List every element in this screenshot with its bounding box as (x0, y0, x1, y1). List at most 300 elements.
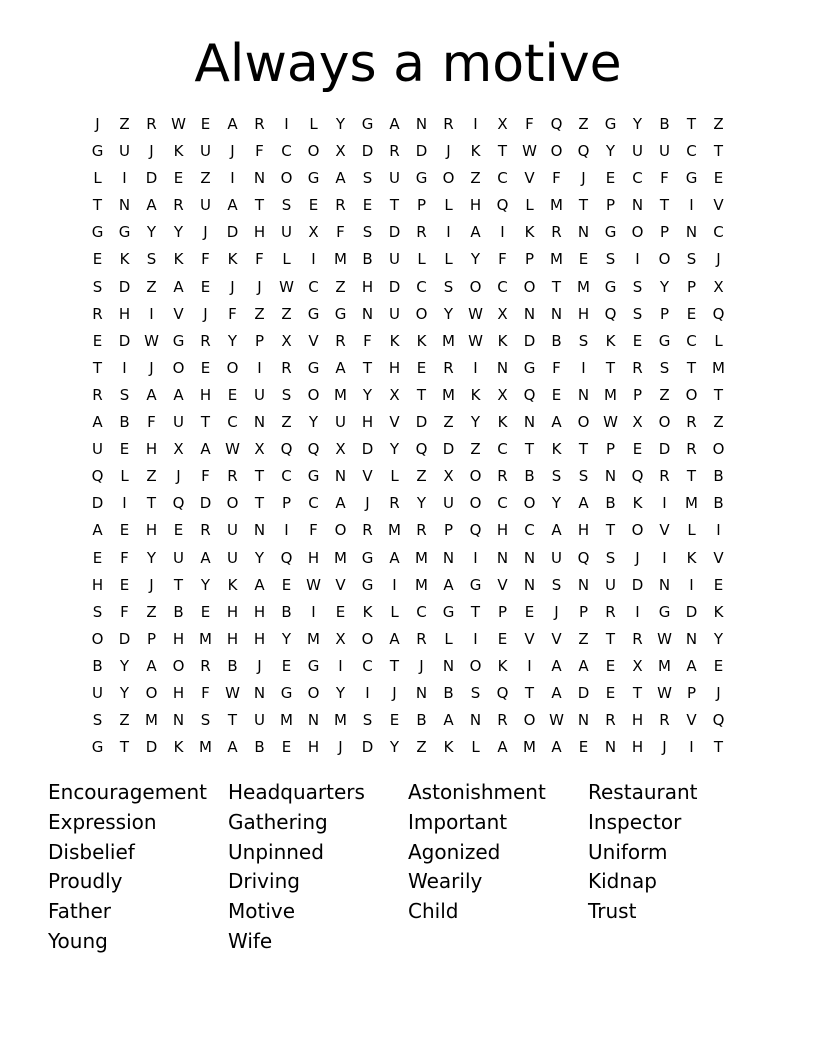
grid-letter[interactable]: V (551, 629, 562, 648)
grid-letter[interactable]: I (230, 169, 235, 188)
grid-letter[interactable]: S (659, 358, 670, 377)
grid-letter[interactable]: H (388, 358, 401, 377)
grid-letter[interactable]: C (308, 277, 319, 296)
grid-letter[interactable]: G (442, 602, 455, 621)
grid-letter[interactable]: F (498, 250, 507, 269)
grid-letter[interactable]: Y (335, 683, 346, 702)
grid-letter[interactable]: I (473, 629, 478, 648)
grid-letter[interactable]: E (605, 656, 616, 675)
grid-letter[interactable]: Y (551, 494, 562, 513)
grid-letter[interactable]: C (713, 223, 724, 242)
grid-letter[interactable]: D (631, 575, 644, 594)
grid-letter[interactable]: M (685, 494, 698, 513)
grid-letter[interactable]: G (604, 277, 617, 296)
grid-letter[interactable]: R (443, 115, 454, 133)
grid-letter[interactable]: E (173, 521, 184, 540)
grid-letter[interactable]: W (144, 331, 159, 350)
grid-letter[interactable]: B (281, 602, 292, 621)
grid-letter[interactable]: I (689, 738, 694, 757)
grid-letter[interactable]: P (686, 277, 697, 296)
grid-letter[interactable]: S (470, 683, 481, 702)
grid-letter[interactable]: F (525, 115, 534, 133)
grid-letter[interactable]: O (469, 494, 482, 513)
grid-letter[interactable]: E (227, 385, 238, 404)
grid-letter[interactable]: D (118, 331, 131, 350)
grid-letter[interactable]: E (713, 656, 724, 675)
grid-letter[interactable]: E (200, 115, 211, 133)
grid-letter[interactable]: T (632, 683, 643, 702)
grid-letter[interactable]: V (389, 413, 400, 432)
grid-letter[interactable]: A (146, 656, 157, 675)
grid-letter[interactable]: A (200, 440, 211, 459)
grid-letter[interactable]: A (551, 413, 562, 432)
grid-letter[interactable]: T (605, 358, 616, 377)
grid-letter[interactable]: T (551, 277, 562, 296)
grid-letter[interactable]: I (257, 358, 262, 377)
grid-letter[interactable]: J (662, 738, 667, 757)
grid-letter[interactable]: N (523, 575, 536, 594)
grid-letter[interactable]: I (365, 683, 370, 702)
grid-letter[interactable]: H (199, 385, 212, 404)
grid-letter[interactable]: T (470, 602, 481, 621)
grid-letter[interactable]: X (497, 115, 508, 133)
grid-letter[interactable]: N (253, 169, 266, 188)
grid-letter[interactable]: V (524, 169, 535, 188)
grid-letter[interactable]: N (415, 115, 428, 133)
grid-letter[interactable]: I (122, 494, 127, 513)
grid-letter[interactable]: F (363, 331, 372, 350)
grid-letter[interactable]: Y (335, 115, 346, 133)
grid-letter[interactable]: T (686, 358, 697, 377)
grid-letter[interactable]: Z (416, 738, 427, 757)
grid-letter[interactable]: O (334, 521, 347, 540)
grid-letter[interactable]: I (635, 250, 640, 269)
grid-letter[interactable]: C (497, 277, 508, 296)
grid-letter[interactable]: G (415, 169, 428, 188)
grid-letter[interactable]: U (389, 169, 400, 188)
grid-letter[interactable]: K (686, 548, 697, 567)
grid-letter[interactable]: A (578, 656, 589, 675)
grid-letter[interactable]: I (689, 575, 694, 594)
grid-letter[interactable]: G (307, 169, 320, 188)
grid-letter[interactable]: M (307, 629, 320, 648)
grid-letter[interactable]: E (335, 602, 346, 621)
grid-letter[interactable]: W (279, 277, 294, 296)
grid-letter[interactable]: E (389, 711, 400, 730)
grid-letter[interactable]: B (551, 331, 562, 350)
grid-letter[interactable]: N (550, 304, 563, 323)
grid-letter[interactable]: J (149, 575, 154, 594)
grid-letter[interactable]: B (92, 656, 103, 675)
grid-letter[interactable]: G (658, 602, 671, 621)
grid-letter[interactable]: H (631, 711, 644, 730)
grid-letter[interactable]: R (605, 711, 616, 730)
grid-letter[interactable]: G (91, 223, 104, 242)
grid-letter[interactable]: I (284, 115, 289, 133)
grid-letter[interactable]: O (307, 683, 320, 702)
grid-letter[interactable]: N (496, 548, 509, 567)
grid-letter[interactable]: N (658, 575, 671, 594)
grid-letter[interactable]: U (254, 385, 265, 404)
grid-letter[interactable]: S (281, 196, 292, 215)
grid-letter[interactable]: R (416, 629, 427, 648)
grid-letter[interactable]: S (92, 602, 103, 621)
grid-letter[interactable]: O (172, 656, 185, 675)
grid-letter[interactable]: D (415, 413, 428, 432)
grid-letter[interactable]: X (335, 142, 346, 161)
grid-letter[interactable]: E (92, 331, 103, 350)
grid-letter[interactable]: O (577, 413, 590, 432)
grid-letter[interactable]: K (119, 250, 130, 269)
grid-letter[interactable]: Y (281, 629, 292, 648)
grid-letter[interactable]: J (635, 548, 640, 567)
grid-letter[interactable]: C (686, 331, 697, 350)
grid-letter[interactable]: R (632, 629, 643, 648)
grid-letter[interactable]: Z (119, 115, 130, 133)
grid-letter[interactable]: B (713, 467, 724, 486)
grid-letter[interactable]: H (226, 629, 239, 648)
grid-letter[interactable]: U (200, 196, 211, 215)
grid-letter[interactable]: W (468, 304, 483, 323)
grid-letter[interactable]: I (446, 223, 451, 242)
grid-letter[interactable]: X (632, 413, 643, 432)
grid-letter[interactable]: K (713, 602, 724, 621)
grid-letter[interactable]: P (524, 250, 535, 269)
grid-letter[interactable]: K (551, 440, 562, 459)
grid-letter[interactable]: I (527, 656, 532, 675)
grid-letter[interactable]: L (714, 331, 723, 350)
grid-letter[interactable]: Y (227, 331, 238, 350)
grid-letter[interactable]: N (577, 385, 590, 404)
grid-letter[interactable]: X (497, 304, 508, 323)
grid-letter[interactable]: N (523, 304, 536, 323)
grid-letter[interactable]: B (416, 711, 427, 730)
grid-letter[interactable]: K (173, 142, 184, 161)
grid-letter[interactable]: S (632, 277, 643, 296)
grid-letter[interactable]: D (361, 142, 374, 161)
grid-letter[interactable]: Y (200, 575, 211, 594)
grid-letter[interactable]: K (524, 223, 535, 242)
grid-letter[interactable]: H (118, 304, 131, 323)
grid-letter[interactable]: Z (146, 602, 157, 621)
grid-letter[interactable]: N (631, 196, 644, 215)
grid-letter[interactable]: T (605, 521, 616, 540)
grid-letter[interactable]: O (631, 223, 644, 242)
grid-letter[interactable]: M (334, 548, 347, 567)
grid-letter[interactable]: N (523, 548, 536, 567)
grid-letter[interactable]: T (173, 575, 184, 594)
grid-letter[interactable]: I (635, 602, 640, 621)
grid-letter[interactable]: Z (659, 385, 670, 404)
grid-letter[interactable]: E (119, 521, 130, 540)
grid-letter[interactable]: Y (389, 738, 400, 757)
grid-letter[interactable]: D (415, 142, 428, 161)
grid-letter[interactable]: K (416, 331, 427, 350)
grid-letter[interactable]: N (577, 711, 590, 730)
grid-letter[interactable]: U (200, 142, 211, 161)
grid-letter[interactable]: E (200, 602, 211, 621)
grid-letter[interactable]: V (362, 467, 373, 486)
grid-letter[interactable]: R (200, 521, 211, 540)
grid-letter[interactable]: S (119, 385, 130, 404)
grid-letter[interactable]: E (524, 602, 535, 621)
grid-letter[interactable]: A (686, 656, 697, 675)
grid-letter[interactable]: E (119, 440, 130, 459)
grid-letter[interactable]: S (605, 548, 616, 567)
grid-letter[interactable]: C (362, 656, 373, 675)
grid-letter[interactable]: C (686, 142, 697, 161)
grid-letter[interactable]: U (443, 494, 454, 513)
grid-letter[interactable]: L (120, 467, 129, 486)
grid-letter[interactable]: D (91, 494, 104, 513)
grid-letter[interactable]: E (605, 683, 616, 702)
grid-letter[interactable]: P (659, 223, 670, 242)
grid-letter[interactable]: Q (91, 467, 104, 486)
grid-letter[interactable]: R (281, 358, 292, 377)
grid-letter[interactable]: L (282, 250, 291, 269)
grid-letter[interactable]: B (713, 494, 724, 513)
grid-letter[interactable]: T (92, 358, 103, 377)
grid-letter[interactable]: O (685, 385, 698, 404)
grid-letter[interactable]: X (254, 440, 265, 459)
grid-letter[interactable]: Y (362, 385, 373, 404)
grid-letter[interactable]: E (200, 277, 211, 296)
grid-letter[interactable]: M (550, 196, 563, 215)
grid-letter[interactable]: H (145, 521, 158, 540)
grid-letter[interactable]: G (523, 358, 536, 377)
grid-letter[interactable]: G (307, 358, 320, 377)
grid-letter[interactable]: T (713, 385, 724, 404)
grid-letter[interactable]: R (92, 385, 103, 404)
grid-letter[interactable]: L (471, 738, 480, 757)
grid-letter[interactable]: E (281, 656, 292, 675)
grid-letter[interactable]: S (362, 169, 373, 188)
grid-letter[interactable]: A (335, 358, 346, 377)
grid-letter[interactable]: E (416, 358, 427, 377)
grid-letter[interactable]: V (713, 548, 724, 567)
grid-letter[interactable]: A (551, 738, 562, 757)
grid-letter[interactable]: P (416, 196, 427, 215)
grid-letter[interactable]: O (469, 467, 482, 486)
grid-letter[interactable]: P (605, 440, 616, 459)
grid-letter[interactable]: Y (308, 413, 319, 432)
grid-letter[interactable]: W (603, 413, 618, 432)
grid-letter[interactable]: A (146, 385, 157, 404)
grid-letter[interactable]: Y (254, 548, 265, 567)
grid-letter[interactable]: K (632, 494, 643, 513)
grid-letter[interactable]: O (307, 385, 320, 404)
grid-letter[interactable]: I (311, 602, 316, 621)
grid-letter[interactable]: F (255, 250, 264, 269)
grid-letter[interactable]: S (578, 331, 589, 350)
grid-letter[interactable]: R (146, 115, 157, 133)
grid-letter[interactable]: H (469, 196, 482, 215)
grid-letter[interactable]: C (524, 521, 535, 540)
grid-letter[interactable]: A (470, 223, 481, 242)
grid-letter[interactable]: V (173, 304, 184, 323)
grid-letter[interactable]: I (662, 548, 667, 567)
grid-letter[interactable]: B (119, 413, 130, 432)
grid-letter[interactable]: N (496, 358, 509, 377)
grid-letter[interactable]: E (497, 629, 508, 648)
grid-letter[interactable]: P (254, 331, 265, 350)
grid-letter[interactable]: E (281, 575, 292, 594)
grid-letter[interactable]: O (658, 250, 671, 269)
grid-letter[interactable]: Q (712, 304, 725, 323)
grid-letter[interactable]: G (91, 142, 104, 161)
grid-letter[interactable]: Y (443, 304, 454, 323)
grid-letter[interactable]: R (551, 223, 562, 242)
grid-letter[interactable]: R (389, 142, 400, 161)
grid-letter[interactable]: O (469, 656, 482, 675)
grid-letter[interactable]: S (200, 711, 211, 730)
grid-letter[interactable]: F (336, 223, 345, 242)
grid-letter[interactable]: F (660, 169, 669, 188)
grid-letter[interactable]: N (685, 223, 698, 242)
grid-letter[interactable]: H (145, 440, 158, 459)
grid-letter[interactable]: R (389, 494, 400, 513)
grid-letter[interactable]: U (605, 575, 616, 594)
grid-letter[interactable]: I (311, 250, 316, 269)
grid-letter[interactable]: S (551, 467, 562, 486)
grid-letter[interactable]: S (551, 575, 562, 594)
grid-letter[interactable]: E (173, 169, 184, 188)
grid-letter[interactable]: K (497, 331, 508, 350)
grid-letter[interactable]: H (253, 602, 266, 621)
grid-letter[interactable]: S (578, 467, 589, 486)
grid-letter[interactable]: R (686, 413, 697, 432)
grid-letter[interactable]: C (497, 440, 508, 459)
grid-letter[interactable]: N (253, 683, 266, 702)
grid-letter[interactable]: U (173, 413, 184, 432)
grid-letter[interactable]: O (523, 277, 536, 296)
grid-letter[interactable]: Z (146, 467, 157, 486)
grid-letter[interactable]: P (686, 683, 697, 702)
grid-letter[interactable]: K (362, 602, 373, 621)
grid-letter[interactable]: T (659, 196, 670, 215)
grid-letter[interactable]: X (335, 440, 346, 459)
grid-letter[interactable]: H (496, 521, 509, 540)
grid-letter[interactable]: U (632, 142, 643, 161)
grid-letter[interactable]: L (687, 521, 696, 540)
grid-letter[interactable]: R (686, 440, 697, 459)
grid-letter[interactable]: F (309, 521, 318, 540)
grid-letter[interactable]: M (604, 385, 617, 404)
grid-letter[interactable]: Z (470, 169, 481, 188)
grid-letter[interactable]: Z (281, 304, 292, 323)
grid-letter[interactable]: R (362, 521, 373, 540)
grid-letter[interactable]: L (444, 629, 453, 648)
grid-letter[interactable]: J (230, 142, 235, 161)
grid-letter[interactable]: C (308, 494, 319, 513)
grid-letter[interactable]: R (227, 467, 238, 486)
grid-letter[interactable]: G (307, 467, 320, 486)
grid-letter[interactable]: D (361, 738, 374, 757)
grid-letter[interactable]: E (92, 250, 103, 269)
grid-letter[interactable]: Y (470, 413, 481, 432)
grid-letter[interactable]: A (443, 575, 454, 594)
grid-letter[interactable]: N (604, 738, 617, 757)
grid-letter[interactable]: E (713, 169, 724, 188)
grid-letter[interactable]: B (659, 115, 670, 133)
grid-letter[interactable]: E (713, 575, 724, 594)
grid-letter[interactable]: U (335, 413, 346, 432)
grid-letter[interactable]: E (119, 575, 130, 594)
grid-letter[interactable]: D (388, 223, 401, 242)
grid-letter[interactable]: N (253, 521, 266, 540)
grid-letter[interactable]: N (577, 223, 590, 242)
grid-letter[interactable]: S (281, 385, 292, 404)
grid-letter[interactable]: I (500, 223, 505, 242)
grid-letter[interactable]: E (362, 196, 373, 215)
grid-letter[interactable]: H (91, 575, 104, 594)
grid-letter[interactable]: I (284, 521, 289, 540)
grid-letter[interactable]: U (254, 711, 265, 730)
grid-letter[interactable]: E (281, 738, 292, 757)
grid-letter[interactable]: Q (577, 142, 590, 161)
grid-letter[interactable]: O (361, 629, 374, 648)
grid-letter[interactable]: X (632, 656, 643, 675)
grid-letter[interactable]: J (257, 277, 262, 296)
grid-letter[interactable]: J (446, 142, 451, 161)
grid-letter[interactable]: T (686, 115, 697, 133)
grid-letter[interactable]: F (147, 413, 156, 432)
grid-letter[interactable]: G (172, 331, 185, 350)
grid-letter[interactable]: A (335, 494, 346, 513)
grid-letter[interactable]: X (308, 223, 319, 242)
grid-letter[interactable]: U (551, 548, 562, 567)
grid-letter[interactable]: J (365, 494, 370, 513)
grid-letter[interactable]: Q (523, 385, 536, 404)
grid-letter[interactable]: C (227, 413, 238, 432)
grid-letter[interactable]: E (605, 169, 616, 188)
grid-letter[interactable]: D (523, 331, 536, 350)
grid-letter[interactable]: C (416, 602, 427, 621)
grid-letter[interactable]: T (416, 385, 427, 404)
grid-letter[interactable]: R (335, 331, 346, 350)
grid-letter[interactable]: U (389, 250, 400, 269)
grid-letter[interactable]: O (523, 711, 536, 730)
grid-letter[interactable]: D (442, 440, 455, 459)
grid-letter[interactable]: Q (469, 521, 482, 540)
grid-letter[interactable]: G (307, 304, 320, 323)
grid-letter[interactable]: Y (632, 115, 643, 133)
grid-letter[interactable]: O (280, 169, 293, 188)
grid-letter[interactable]: T (119, 738, 130, 757)
grid-letter[interactable]: O (226, 494, 239, 513)
grid-letter[interactable]: T (713, 738, 724, 757)
grid-letter[interactable]: N (361, 304, 374, 323)
grid-letter[interactable]: Z (146, 277, 157, 296)
grid-letter[interactable]: P (146, 629, 157, 648)
grid-letter[interactable]: J (149, 142, 154, 161)
grid-letter[interactable]: A (146, 196, 157, 215)
grid-letter[interactable]: Q (577, 548, 590, 567)
grid-letter[interactable]: Q (550, 115, 563, 133)
grid-letter[interactable]: A (173, 277, 184, 296)
grid-letter[interactable]: Z (200, 169, 211, 188)
grid-letter[interactable]: I (689, 196, 694, 215)
grid-letter[interactable]: T (254, 467, 265, 486)
grid-letter[interactable]: K (470, 385, 481, 404)
grid-letter[interactable]: W (225, 440, 240, 459)
grid-letter[interactable]: J (392, 683, 397, 702)
grid-letter[interactable]: B (362, 250, 373, 269)
grid-letter[interactable]: A (443, 711, 454, 730)
grid-letter[interactable]: N (253, 413, 266, 432)
grid-letter[interactable]: J (257, 656, 262, 675)
grid-letter[interactable]: W (657, 683, 672, 702)
